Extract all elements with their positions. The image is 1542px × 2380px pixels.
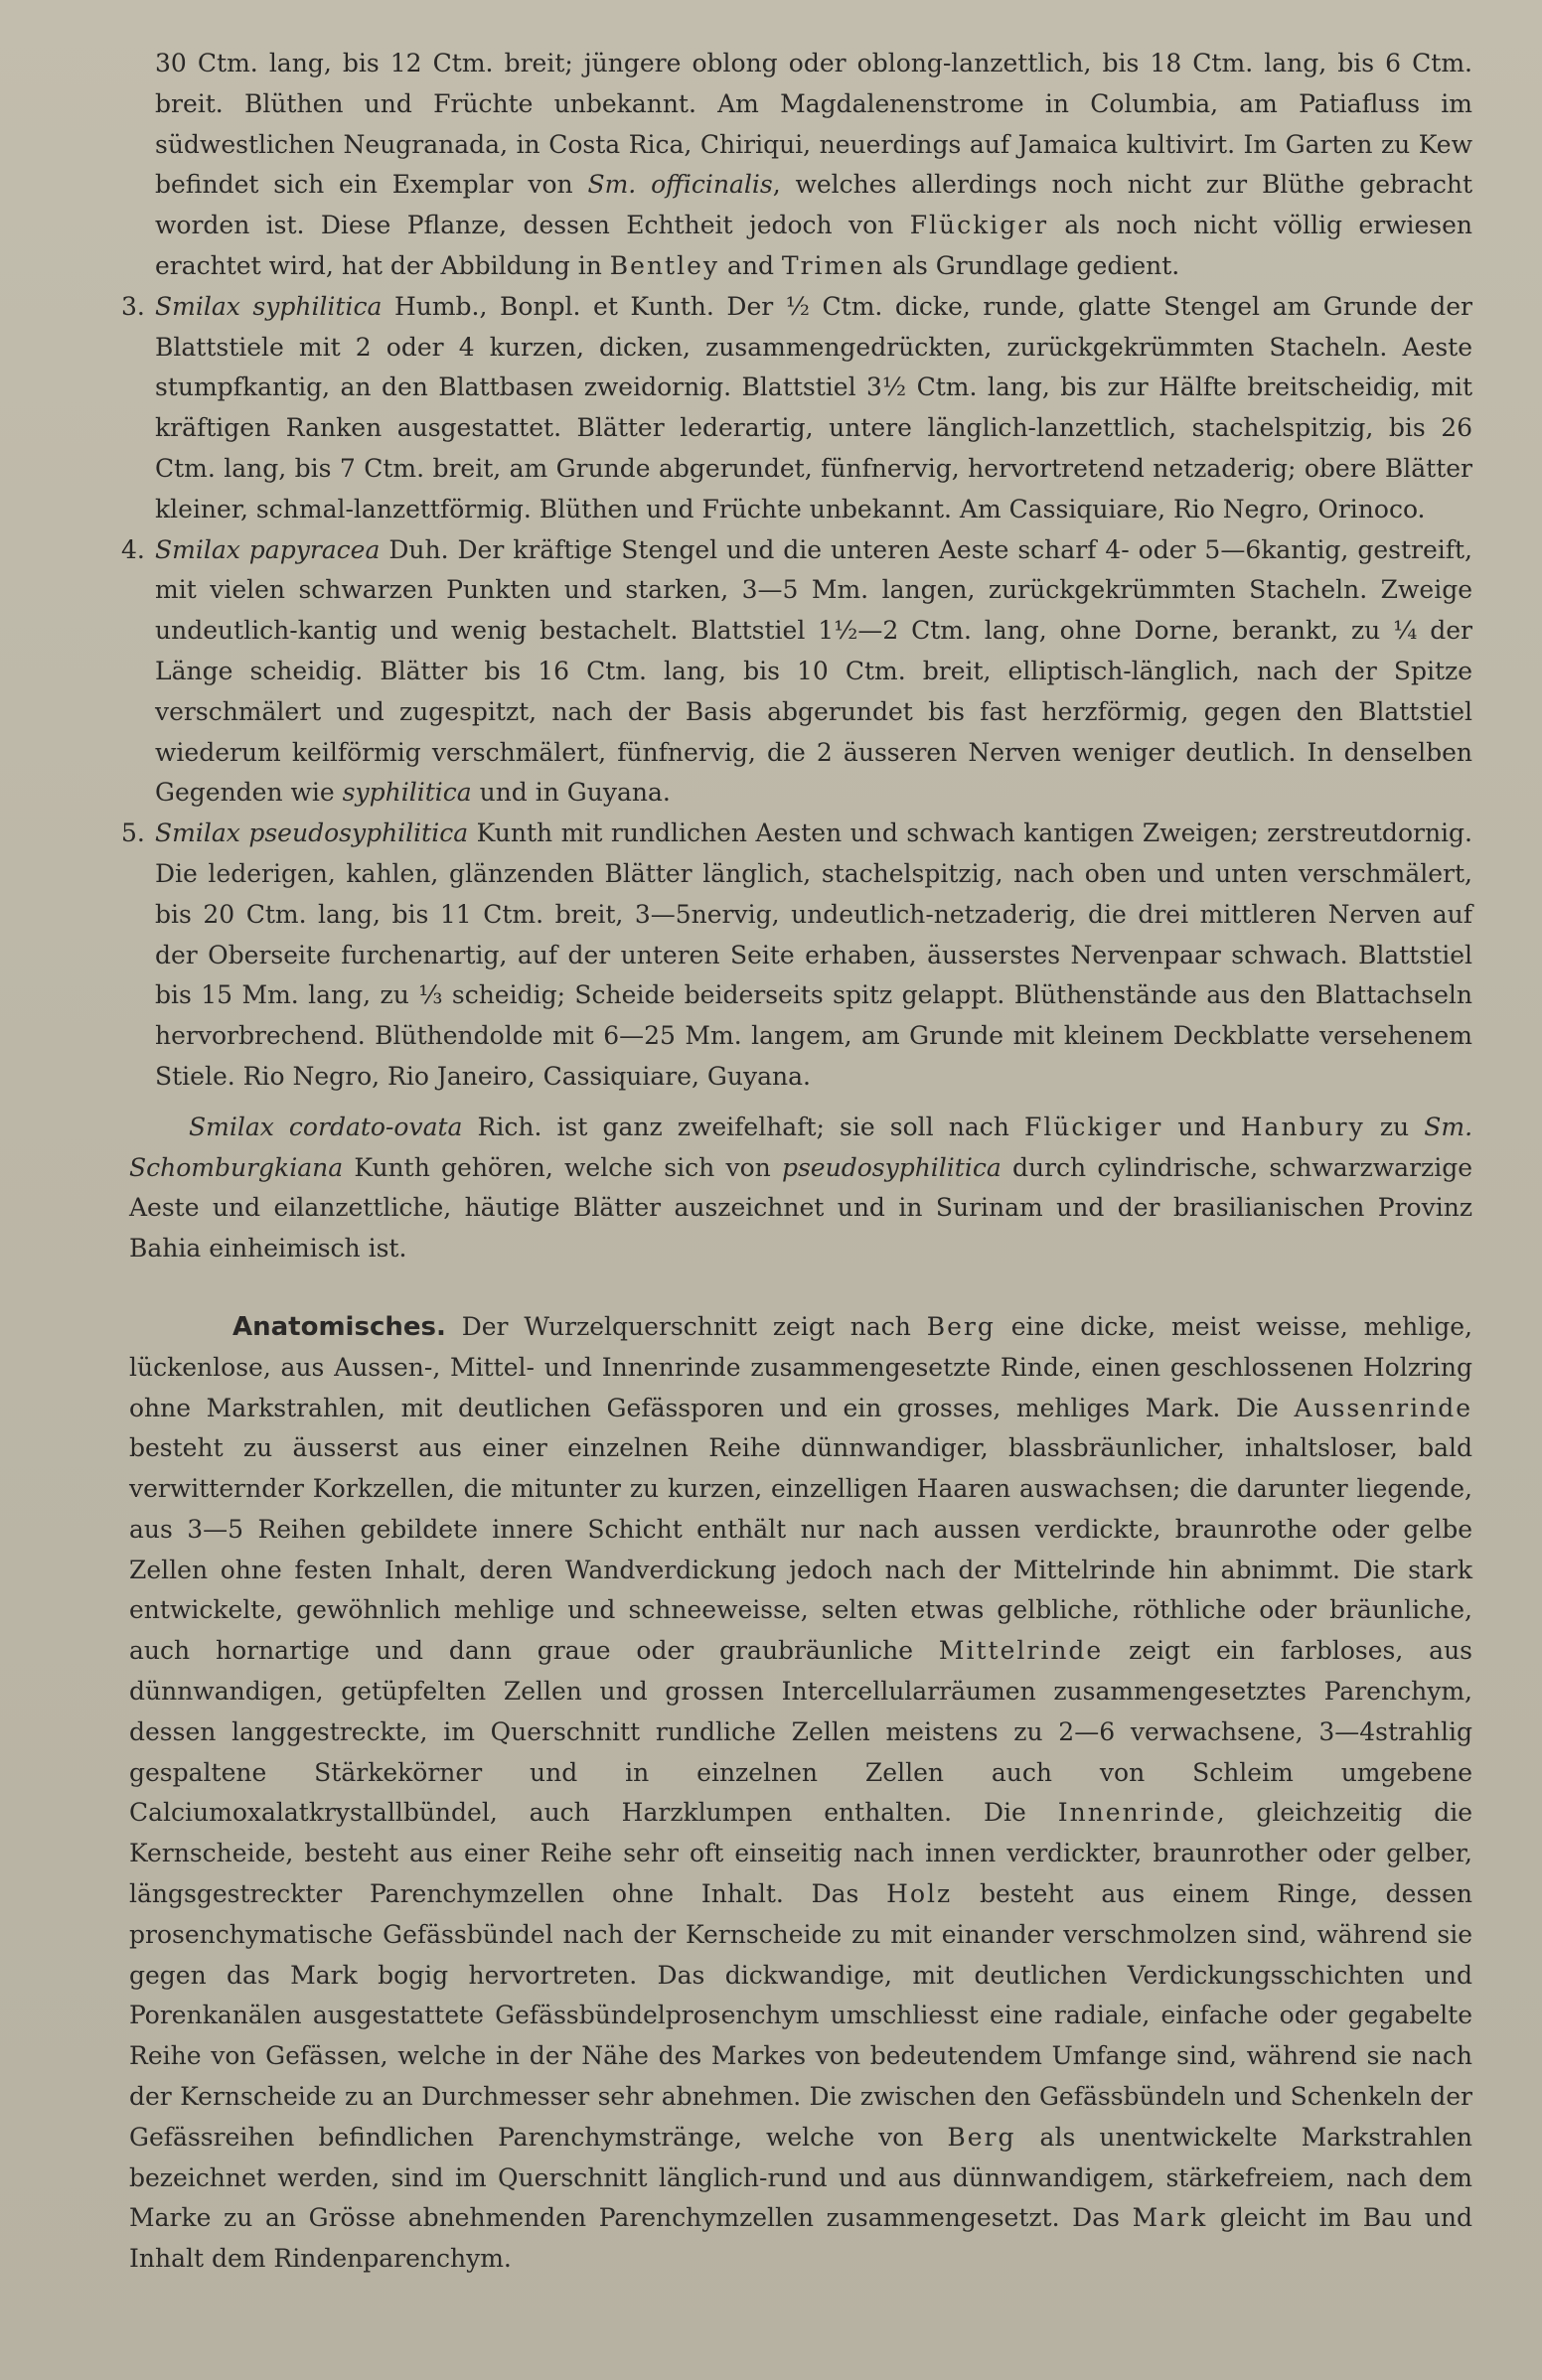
species-name: Smilax papyracea xyxy=(155,534,381,564)
species-entry-4: 4. Smilax papyracea Duh. Der kräftige Stengel und die unteren Aeste scharf 4- oder 5—6kantig, gestreift, mit vielen schwarzen Punkten und starken, 3—5 Mm. langen, zurückgekrümmten Stacheln. Zweige undeutlich-kantig und wenig bestachelt. Blattstiel 1½—2 Ctm. lang, ohne Dorne, berankt, zu ¼ der Länge scheidig. Blätter bis 16 Ctm. lang, bis 10 Ctm. breit, elliptisch-länglich, nach der Spitze verschmälert und zugespitzt, nach der Basis abgerundet bis fast herzförmig, gegen den Blattstiel wiederum keilförmig verschmälert, fünfnervig, die 2 äusseren Nerven weniger deutlich. In denselben Gegenden wie syphilitica und in Guyana. xyxy=(129,530,1472,815)
species-name: Sm. officinalis xyxy=(587,170,773,200)
term-mark: Mark xyxy=(1132,2203,1208,2233)
term-innenrinde: Innenrinde xyxy=(1057,1798,1217,1828)
species-name: Smilax pseudosyphilitica xyxy=(155,818,469,848)
continuation-paragraph: 30 Ctm. lang, bis 12 Ctm. breit; jüngere oblong oder oblong-lanzettlich, bis 18 Ctm. lang, bis 6 Ctm. breit. Blüthen und Früchte unbekannt. Am Magdalenenstrome in Columbia, am Patiafluss im südwestlichen Neugranada, in Costa Rica, Chiriqui, neuerdings auf Jamaica kultivirt. Im Garten zu Kew befindet sich ein Exemplar von Sm. officinalis, welches allerdings noch nicht zur Blüthe gebracht worden ist. Diese Pflanze, dessen Echtheit jedoch von Flückiger als noch nicht völlig erwiesen erachtet wird, hat der Abbildung in Bentley and Trimen als Grundlage gedient. xyxy=(155,49,1473,280)
author-name: Berg xyxy=(947,2122,1016,2152)
term-aussenrinde: Aussenrinde xyxy=(1294,1393,1472,1422)
species-reference: Sm. Schomburgkiana xyxy=(129,1112,1473,1182)
author-name: Flückiger xyxy=(1023,1112,1163,1141)
species-reference: pseudosyphilitica xyxy=(781,1152,1002,1182)
species-entry-3: 3. Smilax syphilitica Humb., Bonpl. et Kunth. Der ½ Ctm. dicke, runde, glatte Stengel am Grunde der Blattstiele mit 2 oder 4 kurzen, dicken, zusammengedrückten, zurückgekrümmten Stacheln. Aeste stumpfkantig, an den Blattbasen zweidornig. Blattstiel 3½ Ctm. lang, bis zur Hälfte breitscheidig, mit kräftigen Ranken ausgestattet. Blätter lederartig, untere länglich-lanzettlich, stachelspitzig, bis 26 Ctm. lang, bis 7 Ctm. breit, am Grunde abgerundet, fünfnervig, hervortretend netzaderig; obere Blätter kleiner, schmal-lanzettförmig. Blüthen und Früchte unbekannt. Am Cassiquiare, Rio Negro, Orinoco. xyxy=(129,287,1472,530)
author-name: Flückiger xyxy=(909,211,1049,240)
entry-number: 5. xyxy=(121,818,145,848)
author-name: Trimen xyxy=(781,250,885,280)
species-entry-5: 5. Smilax pseudosyphilitica Kunth mit rundlichen Aesten und schwach kantigen Zweigen; zerstreutdornig. Die lederigen, kahlen, glänzenden Blätter länglich, stachelspitzig, nach oben und unten verschmälert, bis 20 Ctm. lang, bis 11 Ctm. breit, 3—5nervig, undeutlich-netzaderig, die drei mittleren Nerven auf der Oberseite furchenartig, auf der unteren Seite erhaben, äusserstes Nervenpaar schwach. Blattstiel bis 15 Mm. lang, zu ⅓ scheidig; Scheide beiderseits spitz gelappt. Blüthenstände aus den Blattachseln hervorbrechend. Blüthendolde mit 6—25 Mm. langem, am Grunde mit kleinem Deckblatte versehenem Stiele. Rio Negro, Rio Janeiro, Cassiquiare, Guyana. xyxy=(129,814,1472,1098)
author-name: Bentley xyxy=(609,250,720,280)
species-reference: syphilitica xyxy=(342,778,472,808)
entry-number: 4. xyxy=(121,534,145,564)
term-mittelrinde: Mittelrinde xyxy=(938,1636,1104,1666)
remark-paragraph: Smilax cordato-ovata Rich. ist ganz zweifelhaft; sie soll nach Flückiger und Hanbury zu Sm. Schomburgkiana Kunth gehören, welche sich von pseudosyphilitica durch cylindrische, schwarzwarzige Aeste und eilanzettliche, häutige Blätter auszeichnet und in Surinam und der brasilianischen Provinz Bahia einheimisch ist. xyxy=(129,1112,1473,1264)
author-name: Hanbury xyxy=(1240,1112,1365,1141)
term-holz: Holz xyxy=(886,1879,953,1909)
species-name: Smilax syphilitica xyxy=(155,291,383,321)
anatomy-paragraph: Anatomisches. Der Wurzelquerschnitt zeigt nach Berg eine dicke, meist weisse, mehlige, lückenlose, aus Aussen-, Mittel- und Innenrinde zusammengesetzte Rinde, einen geschlossenen Holzring ohne Markstrahlen, mit deutlichen Gefässporen und ein grosses, mehliges Mark. Die Aussenrinde besteht zu äusserst aus einer einzelnen Reihe dünnwandiger, blassbräunlicher, inhaltsloser, bald verwitternder Korkzellen, die mitunter zu kurzen, einzelligen Haaren auswachsen; die darunter liegende, aus 3—5 Reihen gebildete innere Schicht enthält nur nach aussen verdickte, braunrothe oder gelbe Zellen ohne festen Inhalt, deren Wandverdickung jedoch nach der Mittelrinde hin abnimmt. Die stark entwickelte, gewöhnlich mehlige und schneeweisse, selten etwas gelbliche, röthliche oder bräunliche, auch hornartige und dann graue oder graubräunliche Mittelrinde zeigt ein farbloses, aus dünnwandigen, getüpfelten Zellen und grossen Intercellularräumen zusammengesetztes Parenchym, dessen langgestreckte, im Querschnitt rundliche Zellen meistens zu 2—6 verwachsene, 3—4strahlig gespaltene Stärkekörner und in einzelnen Zellen auch von Schleim umgebene Calciumoxalatkrystallbündel, auch Harzklumpen enthalten. Die Innenrinde, gleichzeitig die Kernscheide, besteht aus einer Reihe sehr oft einseitig nach innen verdickter, braunrother oder gelber, längsgestreckter Parenchymzellen ohne Inhalt. Das Holz besteht aus einem Ringe, dessen prosenchymatische Gefässbündel nach der Kernscheide zu mit einander verschmolzen sind, während sie gegen das Mark bogig hervortreten. Das dickwandige, mit deutlichen Verdickungsschichten und Porenkanälen ausgestattete Gefässbündelprosenchym umschliesst eine radiale, einfache oder gegabelte Reihe von Gefässen, welche in der Nähe des Markes von bedeutendem Umfange sind, während sie nach der Kernscheide zu an Durchmesser sehr abnehmen. Die zwischen den Gefässbündeln und Schenkeln der Gefässreihen befindlichen Parenchymstränge, welche von Berg als unentwickelte Markstrahlen bezeichnet werden, sind im Querschnitt länglich-rund und aus dünnwandigem, stärkefreiem, nach dem Marke zu an Grösse abnehmenden Parenchymzellen zusammengesetzt. Das Mark gleicht im Bau und Inhalt dem Rindenparenchym. xyxy=(129,1311,1473,2274)
entry-number: 3. xyxy=(121,291,145,321)
author-name: Berg xyxy=(926,1311,996,1341)
section-heading: Anatomisches. xyxy=(232,1311,446,1342)
species-name: Smilax cordato-ovata xyxy=(189,1112,463,1141)
